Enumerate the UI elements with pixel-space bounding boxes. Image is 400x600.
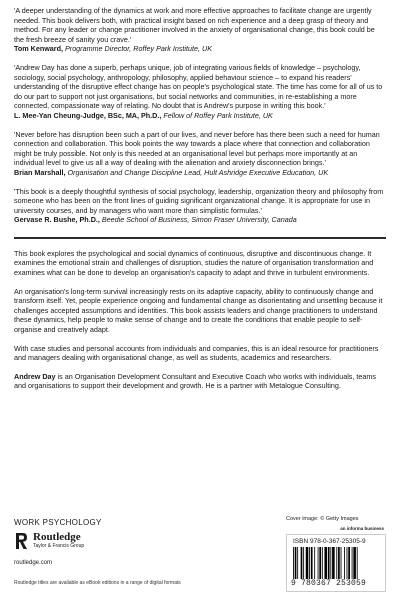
testimonial-quote: 'A deeper understanding of the dynamics at work and more effective approaches to facilitate change are urgently needed. This book delivers both, with practical insight based on rich experience and a deep grasp of theory and method. For any leader or change practitioner involved in the anxiety of organisational change, this book could be the fresh breeze of sanity you crave.' xyxy=(14,6,375,44)
isbn: ISBN 978-0-367-25305-9 xyxy=(293,538,366,545)
testimonial-attribution xyxy=(14,44,386,54)
barcode-digits: 9 780367 253059 xyxy=(291,579,367,588)
author-bio-text: is an Organisation Development Consultant and Executive Coach who works with individuals, teams and organisations to support their development and growth. He is a partner with Metalogue Consulting. xyxy=(14,371,376,391)
testimonial-role: Fellow of Roffey Park Institute, UK xyxy=(163,110,273,120)
description-paragraph: This book explores the psychological and social dynamics of continuous, disruptive and discontinuous change. It examines the emotional strain and challenges of disruption, studies the nature of organisation transformation and examines what can be done to develop an organisation's capacity to adapt and thrive in turbulent environments. xyxy=(14,248,374,278)
informa-label: an informa business xyxy=(340,526,384,531)
testimonial xyxy=(14,130,386,178)
testimonial-quote: 'This book is a deeply thoughtful synthesis of social psychology, leadership, organization theory and philosophy from someone who has been on the front lines of guiding significant organizational change. It is appropriate for use in university courses, and by managers who want more than simplistic formulas.' xyxy=(14,186,384,215)
testimonial-attribution xyxy=(14,168,386,178)
publisher-url: routledge.com xyxy=(14,560,53,566)
description-paragraph: An organisation's long-term survival increasingly rests on its adaptive capacity, ability to continuously change and transform itself. Yet, people experience ongoing and fundamental change as disorientating and unsettling because it challenges accepted assumptions and identities. This book assists leaders and change practitioners to understand these dynamics, help people to make sense of change and to create the conditions that enable people to self-organise and creatively adapt. xyxy=(14,286,383,335)
testimonial xyxy=(14,6,386,54)
testimonial-quote: 'Andrew Day has done a superb, perhaps unique, job of integrating various fields of knowledge – psychology, sociology, social psychology, anthropology, philosophy, applied behaviour science – to expand his readers' understanding of the disruptive effect change has on people's psychological state. The time has come for all of us to do our part to support not just organisations, but social networks and communities, in re-establishing a more connected, compassionate way of relating. No doubt that is Andrew's purpose in writing this book.' xyxy=(14,62,383,111)
ebook-note: Routledge titles are available as eBook editions in a range of digital formats xyxy=(14,580,181,586)
testimonial xyxy=(14,187,386,225)
barcode-icon xyxy=(293,547,381,579)
testimonial-name: L. Mee-Yan Cheung-Judge, BSc, MA, Ph.D., xyxy=(14,110,162,120)
publisher-logo xyxy=(14,532,84,550)
author-bio xyxy=(14,372,386,391)
barcode xyxy=(286,534,386,592)
main-content xyxy=(14,6,386,400)
testimonial-quote: 'Never before has disruption been such a part of our lives, and never before has there been such a need for human connection and collaboration. This book points the way towards a place where that connection and collaboration might be truly possible. Not only is this needed at an organisational level but perhaps more importantly at an individual level to give us all a way of dealing with the alienation and anxiety disconnection brings.' xyxy=(14,129,380,168)
testimonial-name: Brian Marshall, xyxy=(14,167,66,177)
subject-category: WORK PSYCHOLOGY xyxy=(14,518,102,527)
publisher-text xyxy=(33,532,84,550)
testimonial-role: Beedie School of Business, Simon Fraser University, Canada xyxy=(101,215,297,225)
testimonial-role: Organisation and Change Discipline Lead, Hult Ashridge Executive Education, UK xyxy=(67,167,329,177)
publisher-name: Routledge xyxy=(33,531,81,543)
testimonial xyxy=(14,63,386,121)
divider xyxy=(14,237,386,239)
author-name: Andrew Day xyxy=(14,371,56,381)
testimonial-name: Tom Kenward, xyxy=(14,44,63,54)
testimonial-attribution xyxy=(14,111,386,121)
testimonial-attribution xyxy=(14,215,386,225)
footer xyxy=(14,514,386,594)
routledge-logo-icon xyxy=(14,532,28,550)
cover-credit: Cover image: © Getty Images xyxy=(286,516,359,522)
testimonial-name: Gervase R. Bushe, Ph.D., xyxy=(14,215,100,225)
testimonial-role: Programme Director, Roffey Park Institute, UK xyxy=(65,44,212,54)
publisher-group: Taylor & Francis Group xyxy=(33,543,85,549)
description-paragraph: With case studies and personal accounts from individuals and companies, this is an ideal resource for practitioners and managers dealing with organisational change, as well as students, academics and researchers. xyxy=(14,343,379,363)
